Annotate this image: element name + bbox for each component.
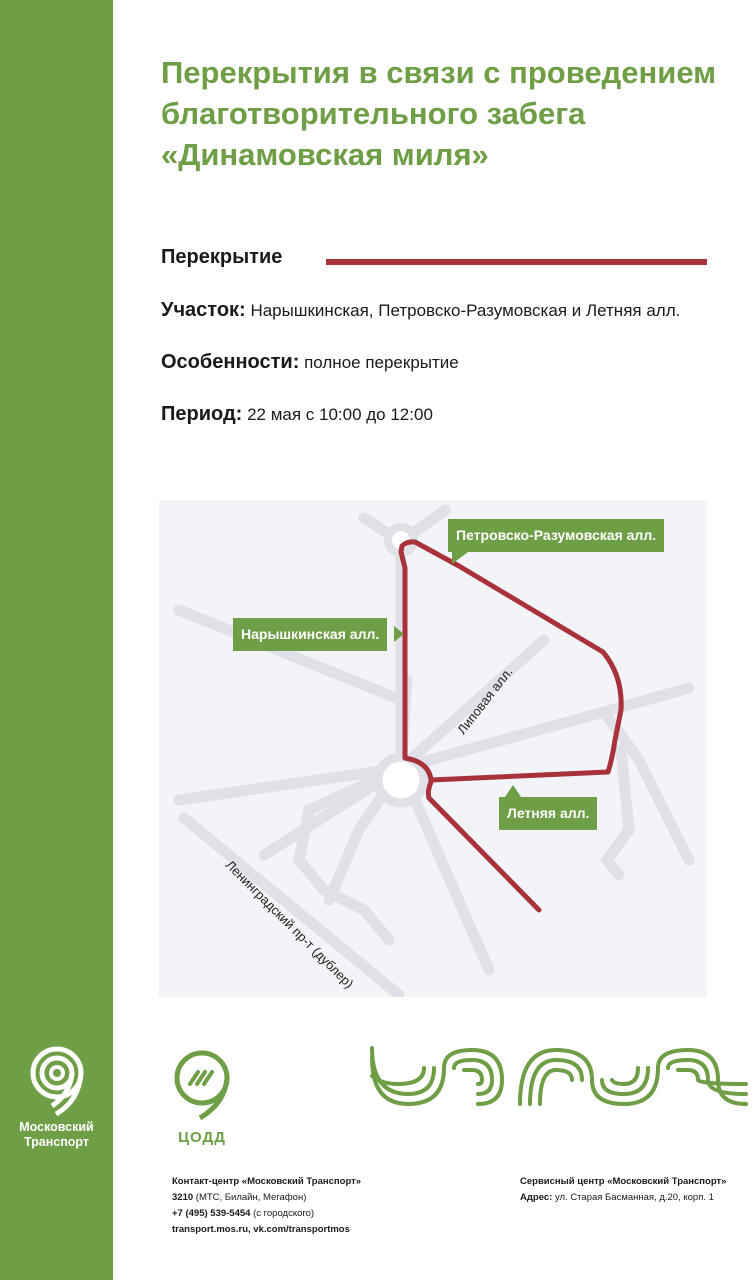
period-row (161, 403, 433, 426)
contact-city-phone-note: (с городского) (253, 1208, 315, 1219)
section-key: Участок: (161, 299, 246, 321)
codd-logo (172, 1048, 232, 1146)
features-row (161, 351, 459, 374)
contact-city-phone-row (172, 1206, 361, 1222)
section-value: Нарышкинская, Петровско-Разумовская и Летняя алл. (250, 301, 681, 320)
contact-center-block (172, 1174, 361, 1238)
moscow-transport-icon (26, 1046, 88, 1116)
logo-line-1: Московский (19, 1120, 94, 1134)
address-key: Адрес: (520, 1192, 553, 1203)
period-key: Период: (161, 403, 243, 425)
label-petrovsko-razumovskaya: Петровско-Разумовская алл. (448, 519, 664, 552)
decorative-wave-pattern (370, 1046, 755, 1110)
street-leningradsky: Ленинградский пр-т (дублер) (222, 857, 357, 992)
codd-icon (172, 1048, 232, 1120)
address-value: ул. Старая Басманная, д.20, корп. 1 (554, 1192, 714, 1203)
contact-short-phone[interactable]: 3210 (172, 1192, 194, 1203)
contact-sites-link[interactable]: transport.mos.ru, vk.com/transportmos (172, 1224, 350, 1235)
codd-label: ЦОДД (178, 1129, 226, 1146)
closure-legend-line (326, 259, 707, 265)
closure-label: Перекрытие (161, 246, 283, 268)
moscow-transport-logo (0, 1046, 113, 1150)
contact-city-phone[interactable]: +7 (495) 539-5454 (172, 1208, 251, 1219)
contact-center-title: Контакт-центр «Московский Транспорт» (172, 1176, 362, 1187)
contact-short-phone-row (172, 1190, 361, 1206)
service-center-title: Сервисный центр «Московский Транспорт» (520, 1176, 727, 1187)
service-center-block (520, 1174, 726, 1206)
map-drawing (159, 500, 707, 997)
service-center-address-row (520, 1190, 726, 1206)
sidebar (0, 0, 113, 1280)
contact-short-phone-note: (МТС, Билайн, Мегафон) (195, 1192, 307, 1203)
page-title: Перекрытия в связи с проведением благотворительного забега «Динамовская миля» (161, 55, 717, 172)
features-key: Особенности: (161, 351, 300, 373)
features-value: полное перекрытие (304, 353, 459, 372)
label-pointer-icon (505, 785, 521, 797)
section-row (161, 299, 680, 322)
label-naryshkinskaya: Нарышкинская алл. (233, 618, 387, 651)
label-pointer-icon (452, 552, 468, 564)
street-lipovaya: Липовая алл. (454, 664, 516, 738)
logo-line-2: Транспорт (23, 1135, 90, 1149)
label-letnyaya: Летняя алл. (499, 797, 597, 830)
period-value: 22 мая с 10:00 до 12:00 (247, 405, 433, 424)
label-pointer-icon (394, 626, 404, 642)
closure-map (159, 500, 707, 997)
